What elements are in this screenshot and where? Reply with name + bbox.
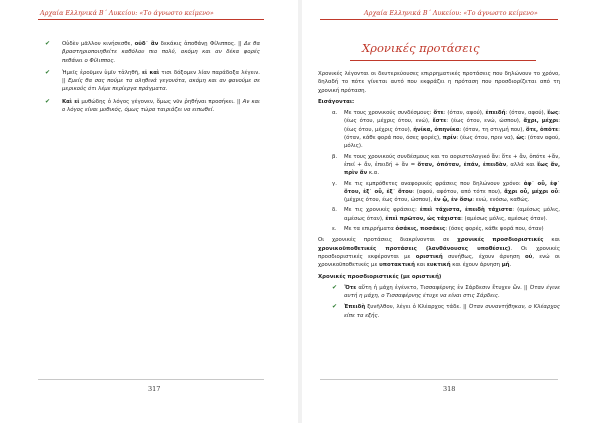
bold-term: ὡς (516, 135, 525, 142)
running-head: Αρχαία Ελληνικά Β΄ Λυκείου: «Το άγνωστο κείμενο» (40, 9, 214, 17)
translation-text: Εμείς θα σας πούμε τα αληθινά γεγονότα, ακόμη και αν φανούμε σε μερικούς ότι λέμε περίεργα πράγματα. (62, 78, 260, 93)
header-rule (38, 19, 264, 20)
example-bullet (318, 303, 560, 320)
item-label: γ. (332, 180, 337, 187)
bold-term: ἄχρι οὗ, μέχρι οὗ (504, 188, 559, 195)
bold-term: Ὅτε (344, 284, 357, 291)
bold-term: οὐ (524, 253, 533, 260)
bold-term: Ἐπειδὴ (344, 304, 366, 311)
page-number: 318 (443, 385, 456, 393)
bullet-text (62, 41, 260, 64)
text-run: : (όσες φορές, κάθε φορά που, όταν) (445, 226, 544, 233)
bold-term: ὅταν, ὁπόταν, ἐπάν, ἐπειδὰν (417, 161, 507, 168)
running-head: Αρχαία Ελληνικά Β΄ Λυκείου: «Το άγνωστο κείμενο» (364, 9, 538, 17)
item-text (344, 226, 544, 232)
bold-term: πρίν (442, 135, 457, 142)
text-run: : (όταν, κάθε φορά που, όσες φορές), (344, 126, 560, 142)
text-run: τισι δόξομεν λίαν παράδοξα λέγειν. || (62, 69, 260, 85)
bold-term: ὁσάκις, ποσάκις (395, 226, 446, 233)
text-run: Οι χρονικές προτάσεις διακρίνονται σε (318, 237, 458, 244)
text-run: δεκάκις ἀποθάνῃ Φίλιππος. || (158, 41, 245, 47)
item-label: β. (332, 153, 338, 160)
text-run: κ.α. (367, 170, 380, 177)
text-run: : (έως ότου, μέχρις ότου), (344, 118, 561, 133)
header-rule (320, 19, 558, 20)
bold-term: ἀφ᾽ οὗ, ἐφ᾽ ὅτου, ἐξ᾽ οὗ, ἐξ᾽ ὅτου (344, 180, 560, 195)
footer-rule (38, 379, 264, 380)
right-page (302, 0, 600, 423)
bold-term: οριστική (415, 253, 443, 260)
text-run: : (αφού, αφότου, από τότε που), (412, 188, 505, 195)
bullet-text (344, 285, 560, 299)
section-heading: Εισάγονται: (318, 98, 355, 105)
bold-term: εἰ καὶ (142, 69, 160, 76)
text-run: : (έως ότου, μέχρις ότου, ενώ), (344, 110, 560, 125)
bold-term: ἐν ᾧ, ἐν ὅσῳ (433, 197, 473, 204)
item-label: α. (332, 110, 338, 117)
bold-term: χρονικοϋποθετικές προτάσεις (λανθάνουσες υποθέσεις) (318, 245, 511, 252)
text-run: , ενώ οι χρονικοϋποθετικές με (318, 253, 561, 269)
bullet-text (344, 304, 560, 318)
page-number: 317 (148, 385, 161, 393)
text-run: Οὐδὲν μᾶλλον κινήσεσθε, (62, 41, 135, 47)
item-text (344, 154, 560, 177)
bold-term: ἐπεὶ τάχιστα, ἐπειδὴ τάχιστα (419, 207, 513, 214)
left-page (0, 0, 298, 423)
list-item (318, 109, 560, 150)
right-page-text (318, 70, 560, 323)
list-item (318, 225, 560, 233)
bold-term: ευκτική (426, 262, 451, 269)
bold-term: ἡνίκα, ὁπηνίκα (413, 126, 460, 133)
bullet-text (62, 99, 260, 113)
bold-term: χρονικές προσδιοριστικές (457, 237, 544, 244)
item-text (344, 181, 560, 204)
bold-term: Καὶ εἰ (62, 98, 80, 105)
text-run: : (όταν αφού, μόλις). (344, 135, 560, 150)
example-bullet (318, 284, 560, 301)
example-bullet (42, 69, 260, 94)
subsection-heading: Χρονικές προσδιοριστικές (με οριστική) (318, 273, 442, 280)
text-run: και (414, 262, 427, 269)
text-run: Με τους χρονικούς συνδέσμους: (344, 110, 434, 117)
bold-term: μή (501, 262, 510, 269)
text-run: : (αμέσως μόλις, αμέσως όταν), (344, 207, 560, 222)
text-run: . Οι χρονικές προσδιοριστικές εκφέρονται με (318, 245, 561, 260)
text-run: Χρονικές λέγονται οι δευτερεύουσες επιρρηματικές προτάσεις που δηλώνουν το χρόνο, δηλαδή το πότε γίνεται αυτό που εκφράζει η πρόταση που προσδιορίζεται από τη χρονική πρόταση. (318, 71, 560, 94)
bold-term: ὅτε, ὁπότε (525, 126, 559, 133)
checkmark-icon: ✔ (45, 97, 51, 105)
text-run: : ενώ, ενόσω, καθώς. (472, 197, 530, 204)
example-bullet (42, 98, 260, 115)
text-run: Με τα επιρρήματα (344, 226, 396, 233)
text-run: Με τους χρονικούς συνδέσμους και το αοριστολογικό ἄν: ὅτε + ἄν, ὁπότε +ἄν, ἐπεί + ἄν, ἐπειδή + ἄν = (344, 153, 560, 168)
text-run: : (έως ότου, ενώ, ώσπου), (446, 118, 524, 125)
text-run: μυθώδης ὁ λόγος γέγονεν, ὅμως νῦν ῥηθήναι προσήκει. || (79, 98, 243, 105)
checkmark-icon: ✔ (332, 283, 338, 291)
text-run: : (όταν, αφού), (443, 110, 486, 117)
text-run: . (509, 262, 512, 269)
translation-text: Όταν συναντήθηκαν, ο Κλέαρχος είπε τα εξής. (344, 304, 561, 319)
text-run: Με τις χρονικές φράσεις: (344, 207, 420, 214)
example-bullet (42, 40, 260, 65)
classification-paragraph (318, 236, 560, 269)
chapter-title: Χρονικές προτάσεις (362, 41, 480, 55)
checkmark-icon: ✔ (332, 303, 338, 311)
bold-term: υποτακτική (379, 262, 415, 269)
item-label: δ. (332, 207, 338, 214)
text-run: : (έως ότου, πριν να), (456, 135, 517, 142)
translation-text: Όταν έγινε αυτή η μάχη, ο Τισσαφέρνης έτυχε να είναι στις Σάρδεις. (344, 284, 560, 300)
text-run: και έχουν άρνηση (450, 262, 502, 269)
item-label: ε. (332, 226, 337, 233)
intro-paragraph (318, 70, 560, 95)
text-run: Με τις εμπρόθετες αναφορικές φράσεις που δηλώνουν χρόνο: (344, 180, 524, 187)
text-run: Ἡμεῖς ἐροῦμεν ὑμῖν τἀληθῆ, (62, 69, 142, 76)
bold-term: ὅτε (433, 110, 444, 117)
translation-text: Δε θα βραστηριοποιηθείτε καθόλου πιο πολύ, ακόμη και αν δέκα φορές πεθάνει ο Φίλιππος. (62, 41, 261, 64)
left-page-text (42, 40, 260, 118)
bold-term: οὐδ᾽ ἂν (134, 41, 159, 47)
bullet-text (62, 70, 260, 93)
item-text (344, 110, 560, 149)
bold-term: ἐπεὶ πρῶτον, ὡς τάχιστα (385, 215, 461, 222)
text-run: : (αμέσως μόλις, αμέσως όταν). (460, 215, 548, 222)
text-run: : (όταν, αφού), (505, 110, 548, 117)
item-text (344, 207, 560, 221)
checkmark-icon: ✔ (45, 40, 51, 47)
bold-term: ἐπειδή (485, 110, 506, 117)
text-run: συνήθως, έχουν άρνηση (442, 253, 525, 260)
bold-term: ἄχρι, μέχρι (523, 118, 559, 125)
text-run: : (όταν, τη στιγμή που), (459, 126, 526, 133)
list-item (318, 180, 560, 205)
text-run: και (543, 237, 560, 244)
text-run: , αλλά και (506, 161, 538, 168)
list-item (318, 153, 560, 178)
text-run: αὕτη ἡ μάχη ἐγένετο, Τισσαφέρνης ἐν Σάρδεσιν ἔτυχεν ὤν. || (356, 284, 530, 291)
text-run: : (μέχρις ότου, έως ότου, ώσπου), (344, 188, 560, 204)
bold-term: ἔστε (432, 118, 447, 125)
title-underline (350, 60, 536, 61)
list-item (318, 206, 560, 223)
text-run: ξυνῆλθον, λέγει ὁ Κλέαρχος τάδε. || (365, 304, 469, 311)
bold-term: ἕως ἄν, πρὶν ἄν (344, 161, 560, 177)
translation-text: Αν και ο λόγος είναι μυθικός, όμως τώρα ταιριάζει να ειπωθεί. (62, 98, 261, 114)
footer-rule (320, 379, 558, 380)
bold-term: ἕως (547, 110, 559, 117)
checkmark-icon: ✔ (45, 68, 51, 76)
